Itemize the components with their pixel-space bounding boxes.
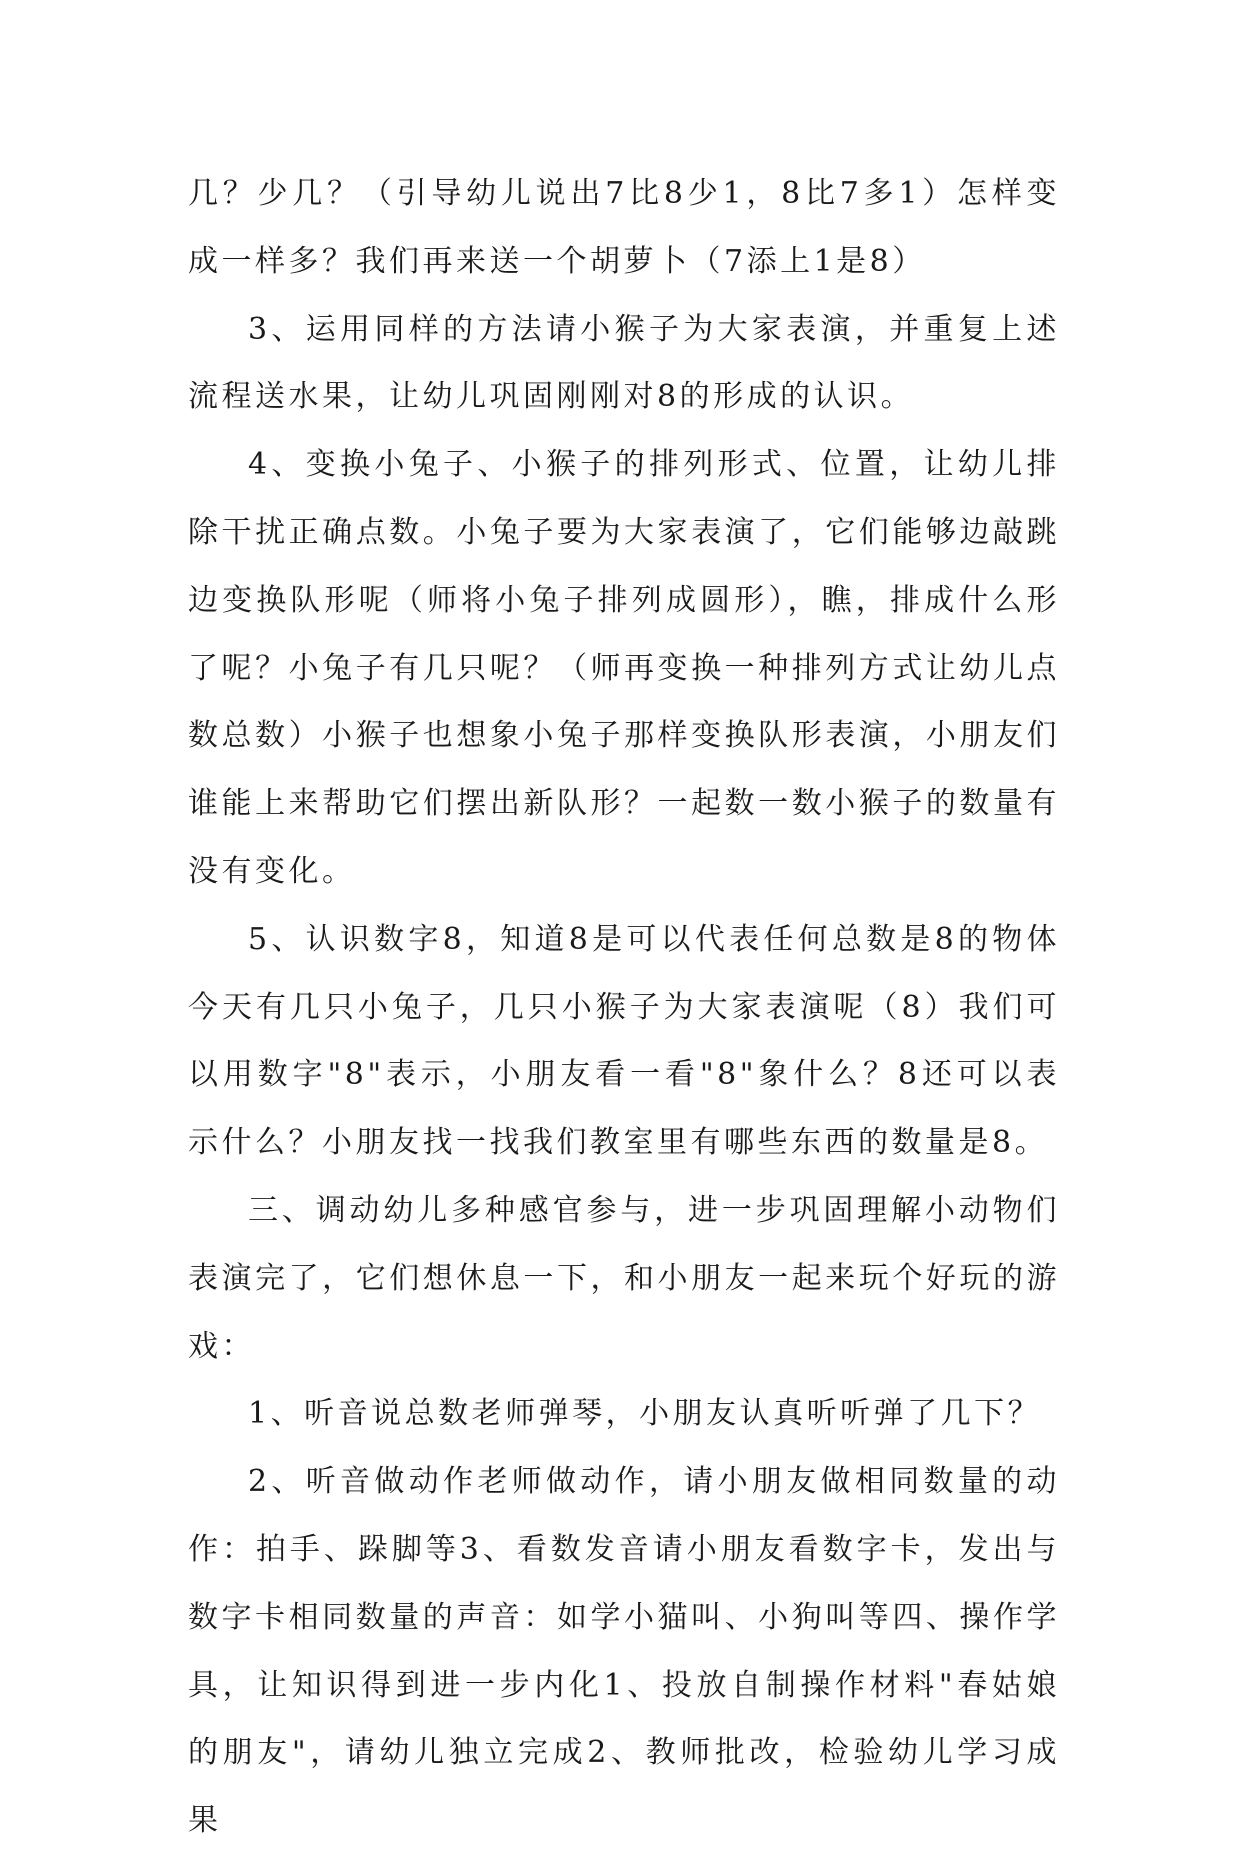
paragraph-game-2: 2、听音做动作老师做动作，请小朋友做相同数量的动作：拍手、跺脚等3、看数发音请小朋友看数字卡，发出与数字卡相同数量的声音：如学小猫叫、小狗叫等四、操作学具，让知识得到进一步内化1、投放自制操作材料"春姑娘的朋友"，请幼儿独立完成2、教师批改，检验幼儿学习成果 — [188, 1464, 1060, 1839]
paragraph-continuation: 几？少几？（引导幼儿说出7比8少1，8比7多1）怎样变成一样多？我们再来送一个胡萝卜（7添上1是8） — [188, 176, 1060, 279]
document-body — [188, 160, 1060, 1855]
paragraph-step-5: 5、认识数字8，知道8是可以代表任何总数是8的物体今天有几只小兔子，几只小猴子为大家表演呢（8）我们可以用数字"8"表示，小朋友看一看"8"象什么？8还可以表示什么？小朋友找一找我们教室里有哪些东西的数量是8。 — [188, 921, 1060, 1161]
paragraph-game-1: 1、听音说总数老师弹琴，小朋友认真听听弹了几下？ — [248, 1396, 1042, 1432]
paragraph-section-3: 三、调动幼儿多种感官参与，进一步巩固理解小动物们表演完了，它们想休息一下，和小朋友一起来玩个好玩的游戏： — [188, 1192, 1060, 1364]
paragraph-step-4: 4、变换小兔子、小猴子的排列形式、位置，让幼儿排除干扰正确点数。小兔子要为大家表演了，它们能够边敲跳边变换队形呢（师将小兔子排列成圆形），瞧，排成什么形了呢？小兔子有几只呢？（师再变换一种排列方式让幼儿点数总数）小猴子也想象小兔子那样变换队形表演，小朋友们谁能上来帮助它们摆出新队形？一起数一数小猴子的数量有没有变化。 — [188, 447, 1060, 889]
paragraph-step-3: 3、运用同样的方法请小猴子为大家表演，并重复上述流程送水果，让幼儿巩固刚刚对8的形成的认识。 — [188, 311, 1060, 415]
